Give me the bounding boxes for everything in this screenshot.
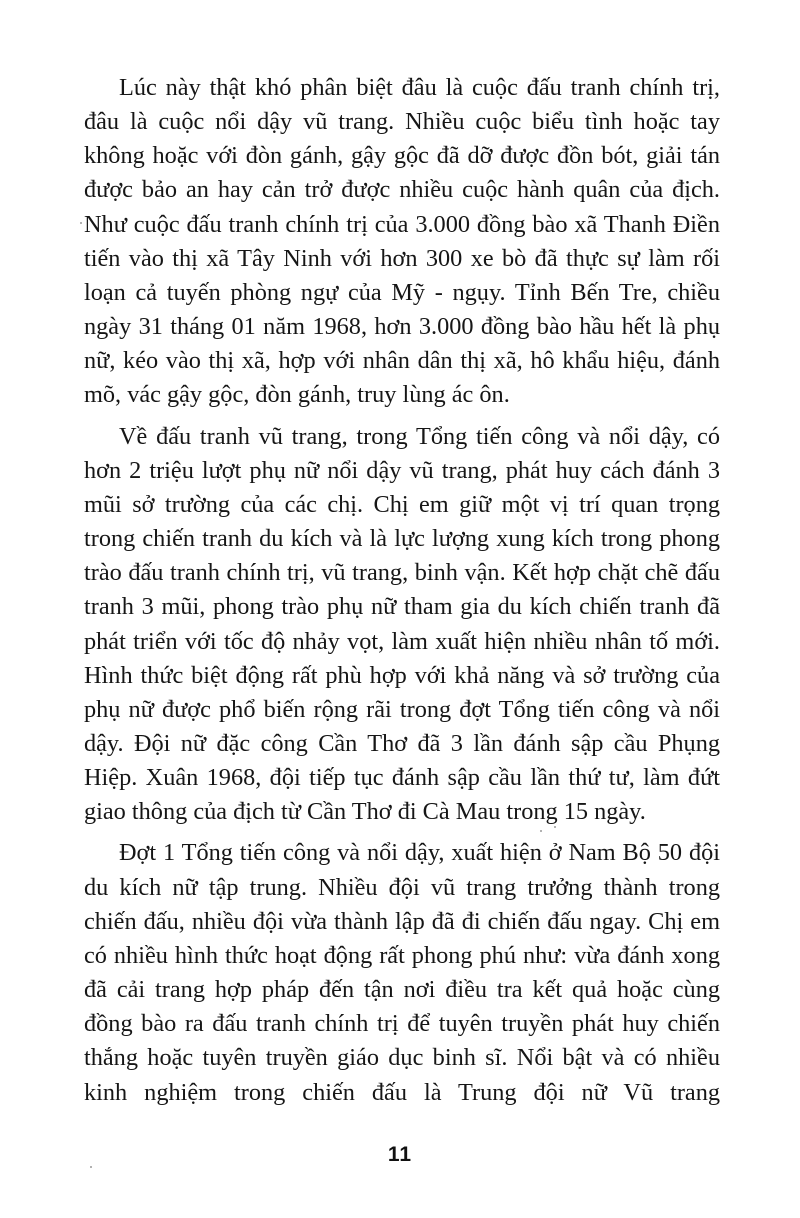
scan-speck: [540, 830, 542, 832]
scan-speck: [554, 826, 556, 828]
paragraph-1: Lúc này thật khó phân biệt đâu là cuộc đấu tranh chính trị, đâu là cuộc nổi dậy vũ trang. Nhiều cuộc biểu tình hoặc tay không hoặc với đòn gánh, gậy gộc đã dỡ được đồn bót, giải tán được bảo an hay cản trở được nhiều cuộc hành quân của địch. Như cuộc đấu tranh chính trị của 3.000 đồng bào xã Thanh Điền tiến vào thị xã Tây Ninh với hơn 300 xe bò đã thực sự làm rối loạn cả tuyến phòng ngự của Mỹ - ngụy. Tỉnh Bến Tre, chiều ngày 31 tháng 01 năm 1968, hơn 3.000 đồng bào hầu hết là phụ nữ, kéo vào thị xã, hợp với nhân dân thị xã, hô khẩu hiệu, đánh mõ, vác gậy gộc, đòn gánh, truy lùng ác ôn.: [84, 74, 720, 409]
body-text: [84, 71, 720, 1117]
scan-speck: [90, 1166, 92, 1168]
paragraph-2: Về đấu tranh vũ trang, trong Tổng tiến công và nổi dậy, có hơn 2 triệu lượt phụ nữ nổi dậy vũ trang, phát huy cách đánh 3 mũi sở trường của các chị. Chị em giữ một vị trí quan trọng trong chiến tranh du kích và là lực lượng xung kích trong phong trào đấu tranh chính trị, vũ trang, binh vận. Kết hợp chặt chẽ đấu tranh 3 mũi, phong trào phụ nữ tham gia du kích chiến tranh đã phát triển với tốc độ nhảy vọt, làm xuất hiện nhiều nhân tố mới. Hình thức biệt động rất phù hợp với khả năng và sở trường của phụ nữ được phổ biến rộng rãi trong đợt Tổng tiến công và nổi dậy. Đội nữ đặc công Cần Thơ đã 3 lần đánh sập cầu Phụng Hiệp. Xuân 1968, đội tiếp tục đánh sập cầu lần thứ tư, làm đứt giao thông của địch từ Cần Thơ đi Cà Mau trong 15 ngày.: [84, 422, 720, 826]
paragraph-3: Đợt 1 Tổng tiến công và nổi dậy, xuất hiện ở Nam Bộ 50 đội du kích nữ tập trung. Nhiều đội vũ trang trưởng thành trong chiến đấu, nhiều đội vừa thành lập đã đi chiến đấu ngay. Chị em có nhiều hình thức hoạt động rất phong phú như: vừa đánh xong đã cải trang hợp pháp đến tận nơi điều tra kết quả hoặc cùng đồng bào ra đấu tranh chính trị để tuyên truyền phát huy chiến thắng hoặc tuyên truyền giáo dục binh sĩ. Nổi bật và có nhiều kinh nghiệm trong chiến đấu là Trung đội nữ Vũ trang: [84, 839, 720, 1106]
page-number: 11: [387, 1143, 413, 1166]
scan-speck: [80, 222, 82, 224]
